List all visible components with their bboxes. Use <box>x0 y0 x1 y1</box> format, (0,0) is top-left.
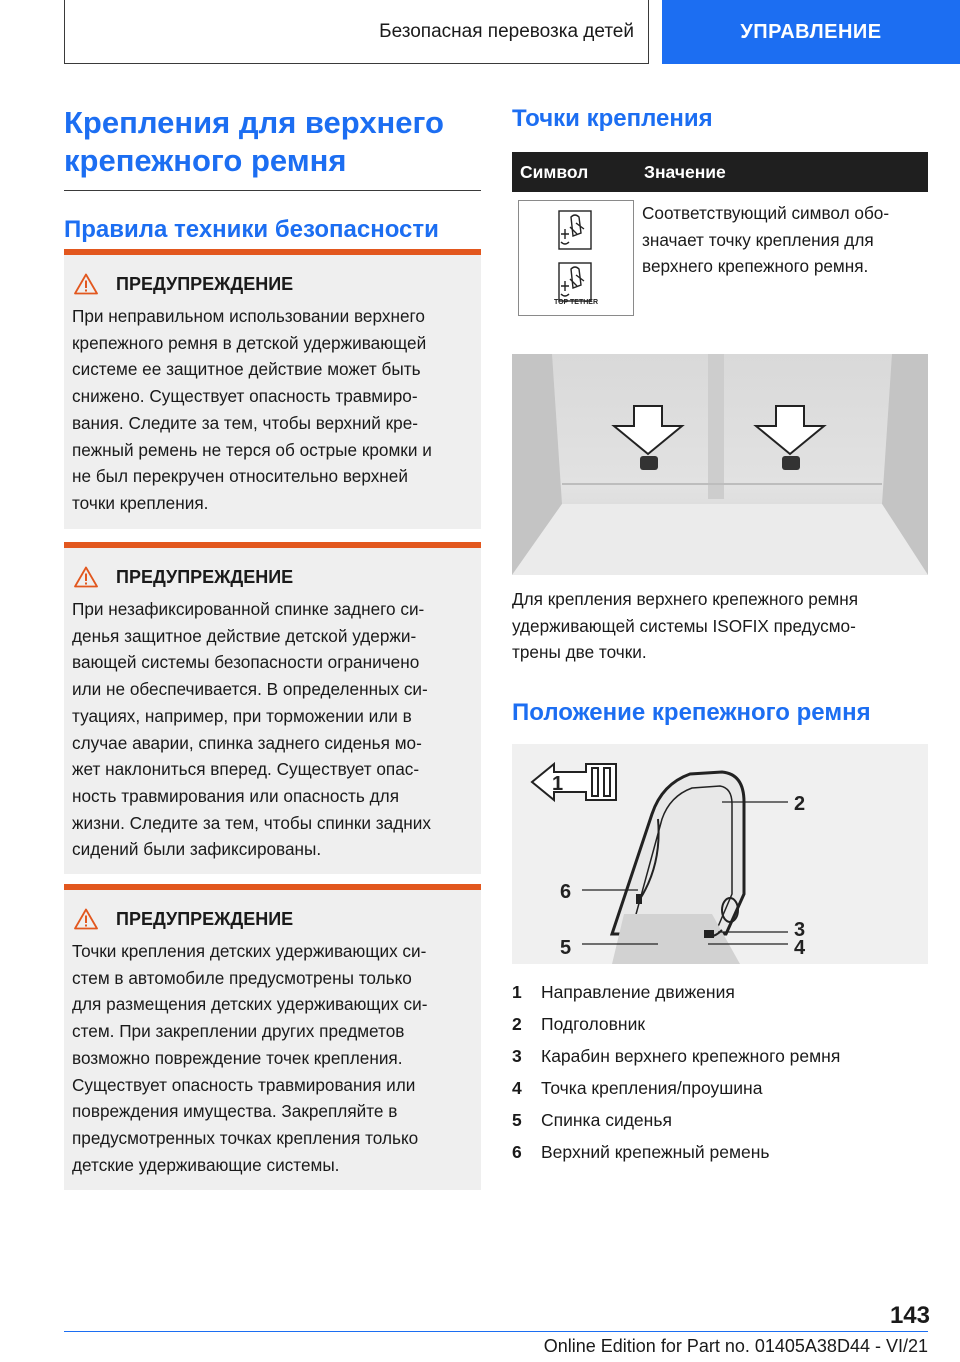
meaning-text: Соответствующий символ обо- значает точку крепления для верхнего крепежного ремня. <box>642 203 890 277</box>
diagram-legend <box>512 976 928 1168</box>
page-number: 143 <box>889 1302 930 1329</box>
diagram-label-3: 3 <box>794 919 806 941</box>
warning-title-text: ПРЕДУПРЕЖДЕНИЕ <box>116 908 294 929</box>
list-item: 1 Направление движения <box>512 981 735 1002</box>
section-heading-strap-position: Положение крепежного ремня <box>512 699 871 726</box>
footer-edition[interactable]: Online Edition for Part no. 01405A38D44 - VI/21 <box>543 1336 928 1356</box>
chapter-title-text: УПРАВЛЕНИЕ <box>740 20 882 43</box>
warning-box-3 <box>64 884 481 1190</box>
anchor-points-photo <box>512 354 928 575</box>
page-title-line1: Крепления для верхнего <box>64 105 444 140</box>
warning-title <box>72 566 473 588</box>
diagram-label-6: 6 <box>560 881 572 903</box>
warning-text: При неправильном использовании верхнего крепежного ремня в детской удерживающей системе ее защитное действие может быть снижено. Существует опасность травмиро- вания. Следите за тем, чтобы верхний кре- пежный ремень не терся об острые кромки и не был перекручен относительно верхней точки крепления. <box>72 306 432 513</box>
list-item: 5 Спинка сиденья <box>512 1109 672 1130</box>
list-item: 6 Верхний крепежный ремень <box>512 1141 770 1162</box>
list-item: 2 Подголовник <box>512 1013 646 1034</box>
section-heading-safety: Правила техники безопасности <box>64 216 439 243</box>
section-heading-anchor-points: Точки крепления <box>512 105 713 132</box>
page-title-line2: крепежного ремня <box>64 143 347 178</box>
warning-triangle-icon <box>74 908 98 930</box>
diagram-label-5: 5 <box>560 937 572 959</box>
diagram-label-2: 2 <box>794 793 806 815</box>
warning-text: При незафиксированной спинке заднего си- денья защитное действие детской удержи- вающей системы безопасности ограничено или не обеспечивается. В определенных си- туациях, например, при торможении или в случае аварии, спинка заднего сиденья мо- жет наклониться вперед. Существует опас- ность травмирования или опасность для жизни. Следите за тем, чтобы спинки задних сидений были зафиксированы. <box>72 599 431 860</box>
warning-box-2 <box>64 542 481 874</box>
column-header-meaning: Значение <box>644 161 726 182</box>
table-header <box>512 152 928 192</box>
header-chapter-tab[interactable] <box>662 0 960 64</box>
warning-text: Точки крепления детских удерживающих си- стем в автомобиле предусмотрены только для размещения детских удерживающих си- стем. При закреплении других предметов возможно повреждение точек крепления. Существует опасность травмирования или повреждения имущества. Закрепляйте в предусмотренных точках крепления только детские удерживающие системы. <box>72 941 428 1175</box>
warning-title <box>72 273 473 295</box>
symbol-image <box>518 200 634 316</box>
left-column <box>64 104 481 1175</box>
right-column <box>512 104 928 1162</box>
warning-box-1 <box>64 249 481 529</box>
diagram-label-4: 4 <box>794 937 806 959</box>
title-divider <box>64 190 481 191</box>
list-item: 4 Точка крепления/проушина <box>512 1077 763 1098</box>
warning-title <box>72 908 473 930</box>
warning-triangle-icon <box>74 566 98 588</box>
footer-divider <box>64 1331 928 1332</box>
page-title <box>64 104 481 180</box>
table-row <box>512 192 928 366</box>
warning-title-text: ПРЕДУПРЕЖДЕНИЕ <box>116 566 294 587</box>
column-header-symbol: Символ <box>520 161 589 182</box>
section-title-text: Безопасная перевозка детей <box>379 20 634 42</box>
diagram-label-1: 1 <box>552 773 564 795</box>
list-item: 3 Карабин верхнего крепежного ремня <box>512 1045 841 1066</box>
symbol-table <box>512 152 928 366</box>
warning-title-text: ПРЕДУПРЕЖДЕНИЕ <box>116 273 294 294</box>
symbol-caption: TOP TETHER <box>553 299 599 306</box>
child-seat-anchor-icon <box>519 201 633 315</box>
anchor-points-description: Для крепления верхнего крепежного ремня удерживающей системы ISOFIX предусмо- трены две точки. <box>512 589 859 663</box>
strap-position-diagram <box>512 744 928 964</box>
warning-triangle-icon <box>74 273 98 295</box>
header-section-title <box>64 0 649 64</box>
